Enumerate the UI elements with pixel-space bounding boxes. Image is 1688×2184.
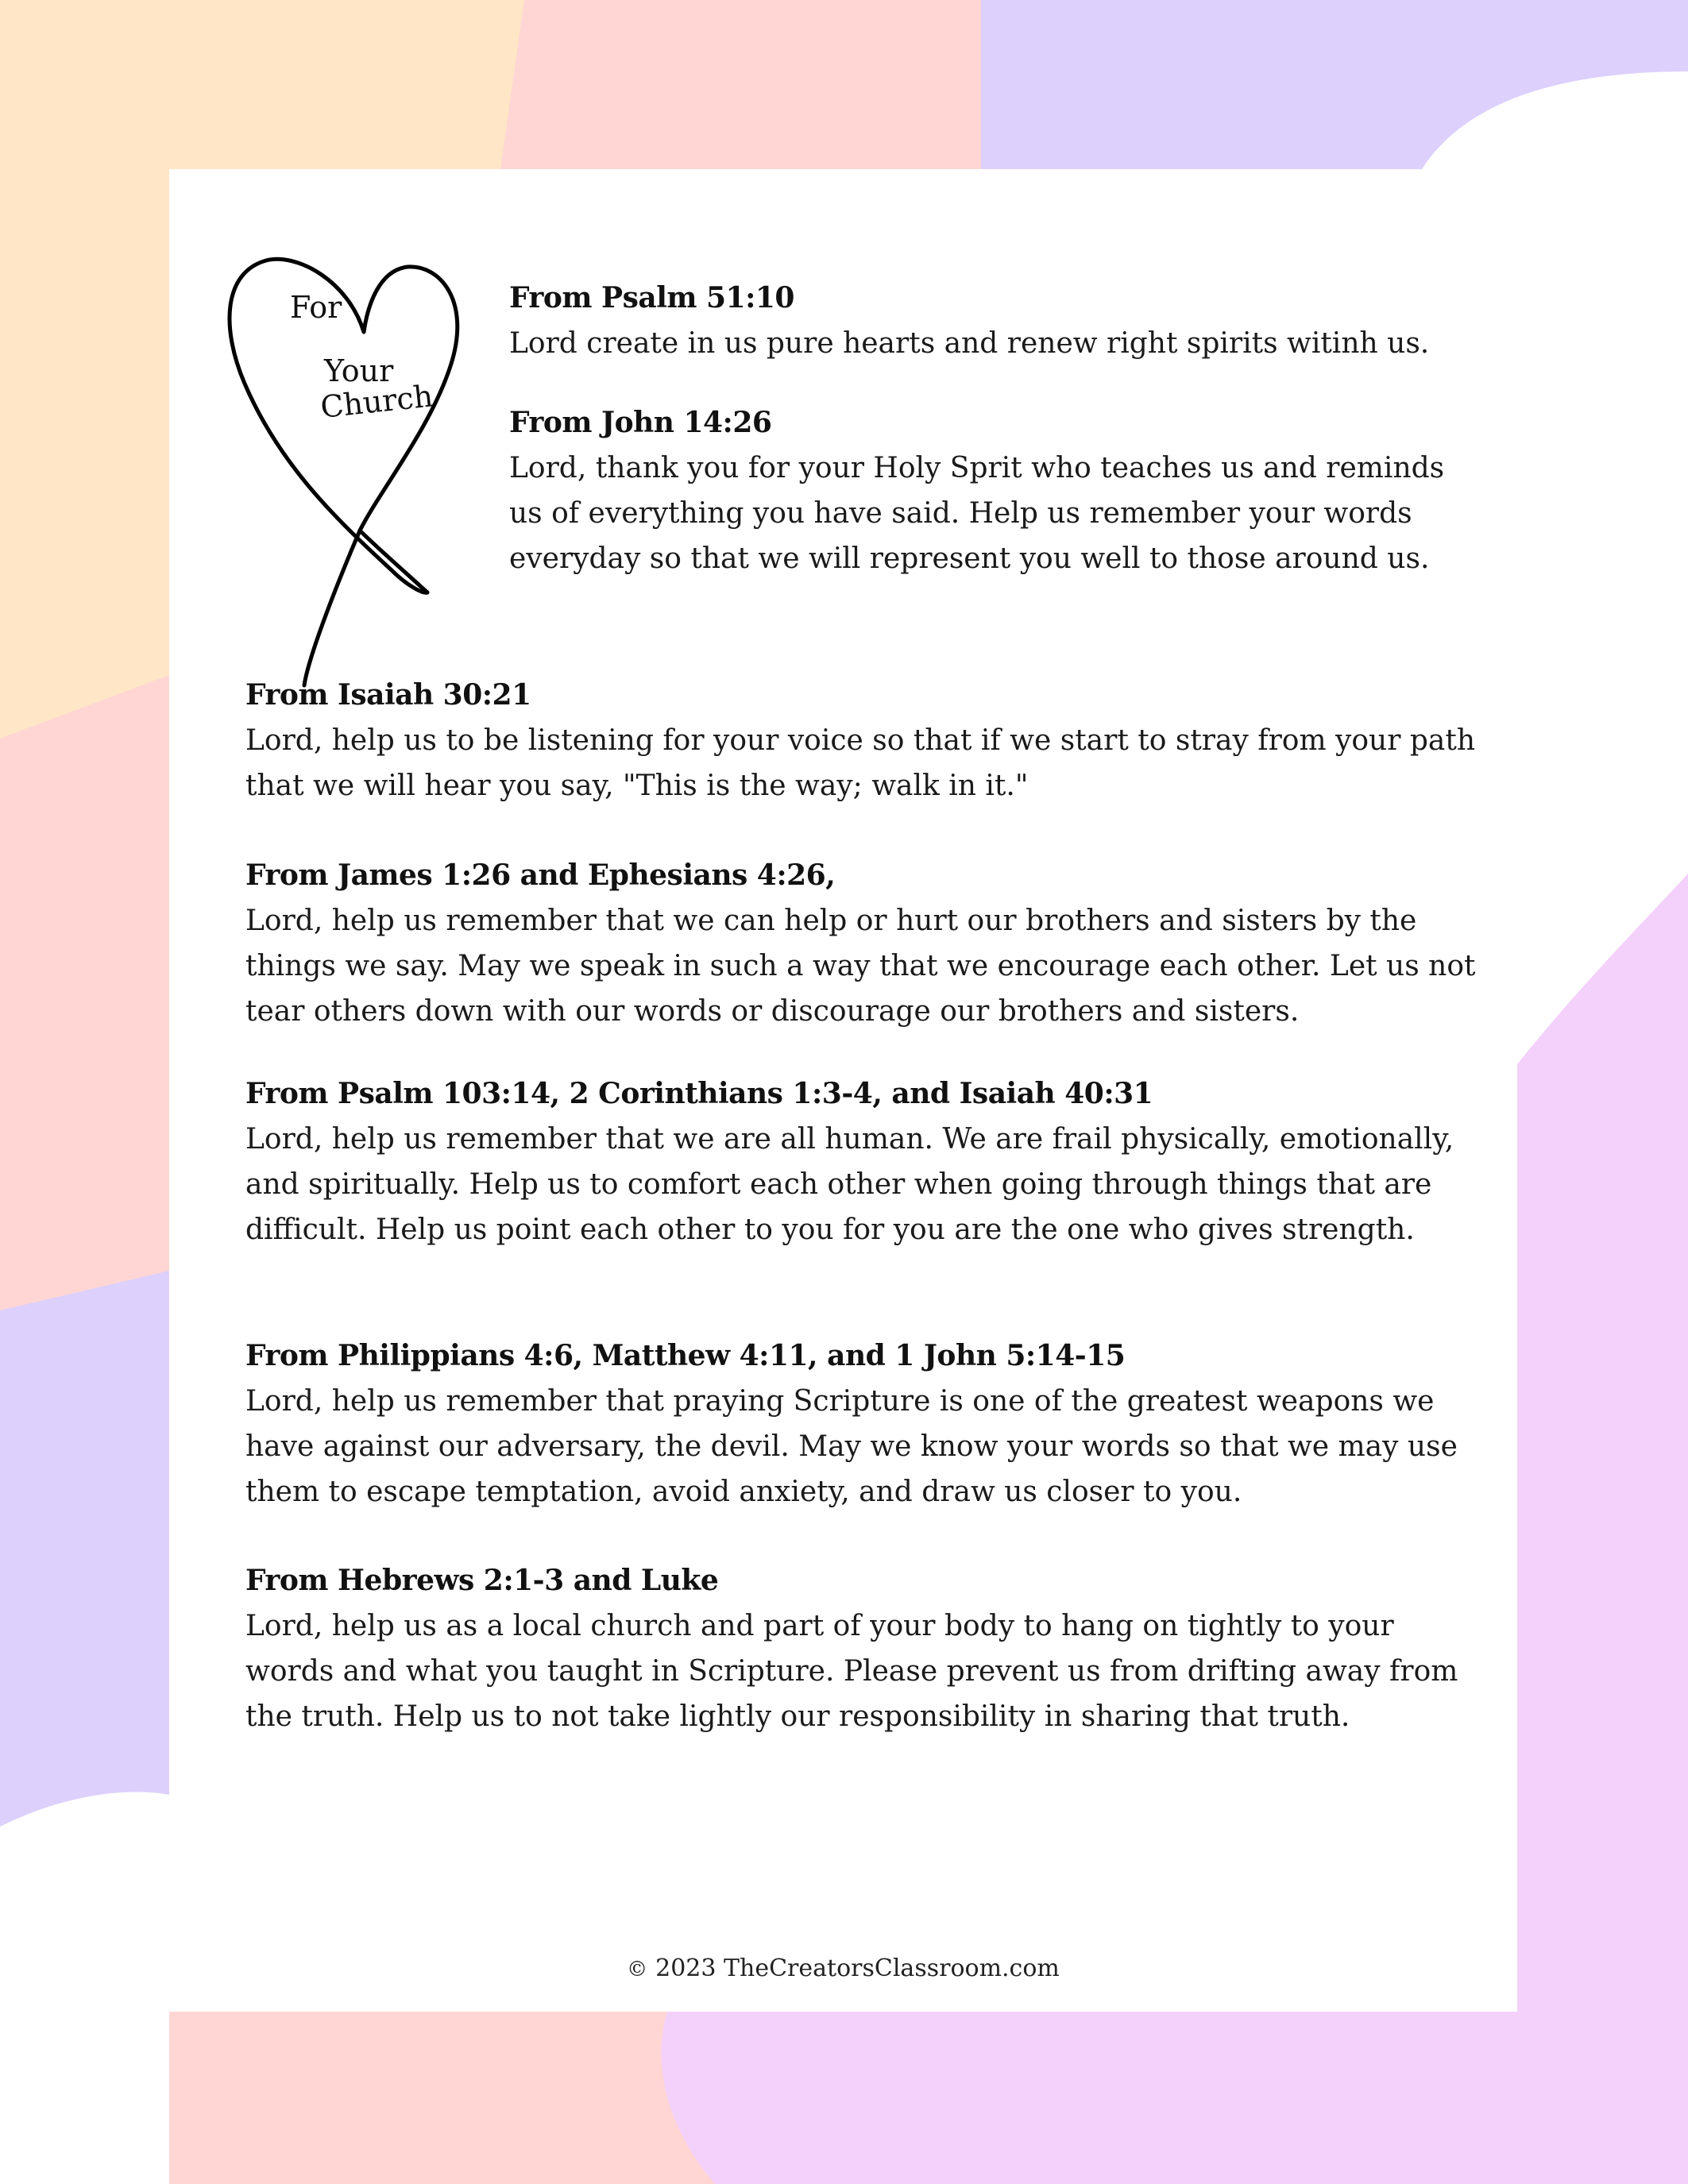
prayer-entry [245, 1071, 1481, 1252]
prayer-entry [509, 275, 1478, 366]
prayer-entry [245, 672, 1481, 808]
entry-body: Lord, help us remember that praying Scripture is one of the greatest weapons we have against our adversary, the devil. May we know your words so that we may use them to escape temptation, avoid anxiety, and draw us closer to you. [245, 1385, 1458, 1508]
footer-copyright [169, 1954, 1517, 1982]
heart-tail-icon [304, 531, 360, 685]
entry-body: Lord, help us remember that we are all human. We are frail physically, emotionally, and spiritually. Help us to comfort each other when going through things that are difficult. Help us point each other to you for you are the one who gives strength. [245, 1123, 1454, 1246]
entry-body: Lord create in us pure hearts and renew right spirits witinh us. [509, 327, 1430, 360]
prayer-entry [509, 399, 1478, 581]
prayer-card [169, 169, 1517, 2012]
logo-word-for: For [290, 290, 342, 325]
bg-white-corner [0, 1792, 169, 2184]
copyright-icon: © [627, 1958, 648, 1981]
prayer-entry [245, 852, 1481, 1034]
entry-body: Lord, help us as a local church and part of your body to hang on tightly to your words and what you taught in Scripture. Please prevent us from drifting away from the truth. Help us to not take lightly our responsibility in sharing that truth. [245, 1610, 1458, 1733]
logo-word-your: Your [324, 353, 394, 388]
prayer-entry [245, 1333, 1481, 1515]
entry-heading: From Hebrews 2:1-3 and Luke [245, 1564, 719, 1597]
entry-body: Lord, thank you for your Holy Sprit who teaches us and reminds us of everything you have said. Help us remember your words everyday so that we will represent you well to those around us. [509, 452, 1445, 575]
entry-body: Lord, help us remember that we can help or hurt our brothers and sisters by the things we say. May we speak in such a way that we encourage each other. Let us not tear others down with our words or discourage our brothers and sisters. [245, 905, 1476, 1028]
entry-heading: From Isaiah 30:21 [245, 678, 531, 712]
footer-text: 2023 TheCreatorsClassroom.com [655, 1954, 1060, 1982]
entry-heading: From Philippians 4:6, Matthew 4:11, and 1 John 5:14-15 [245, 1339, 1126, 1372]
heart-outline-icon [230, 259, 458, 592]
entry-body: Lord, help us to be listening for your voice so that if we start to stray from your path that we will hear you say, "This is the way; walk in it." [245, 724, 1476, 802]
entry-heading: From John 14:26 [509, 406, 772, 439]
prayer-entry [245, 1557, 1481, 1739]
entry-heading: From Psalm 51:10 [509, 281, 794, 314]
entry-heading: From James 1:26 and Ephesians 4:26, [245, 859, 836, 892]
entry-heading: From Psalm 103:14, 2 Corinthians 1:3-4, and Isaiah 40:31 [245, 1077, 1153, 1110]
logo-word-church: Church [319, 378, 435, 425]
